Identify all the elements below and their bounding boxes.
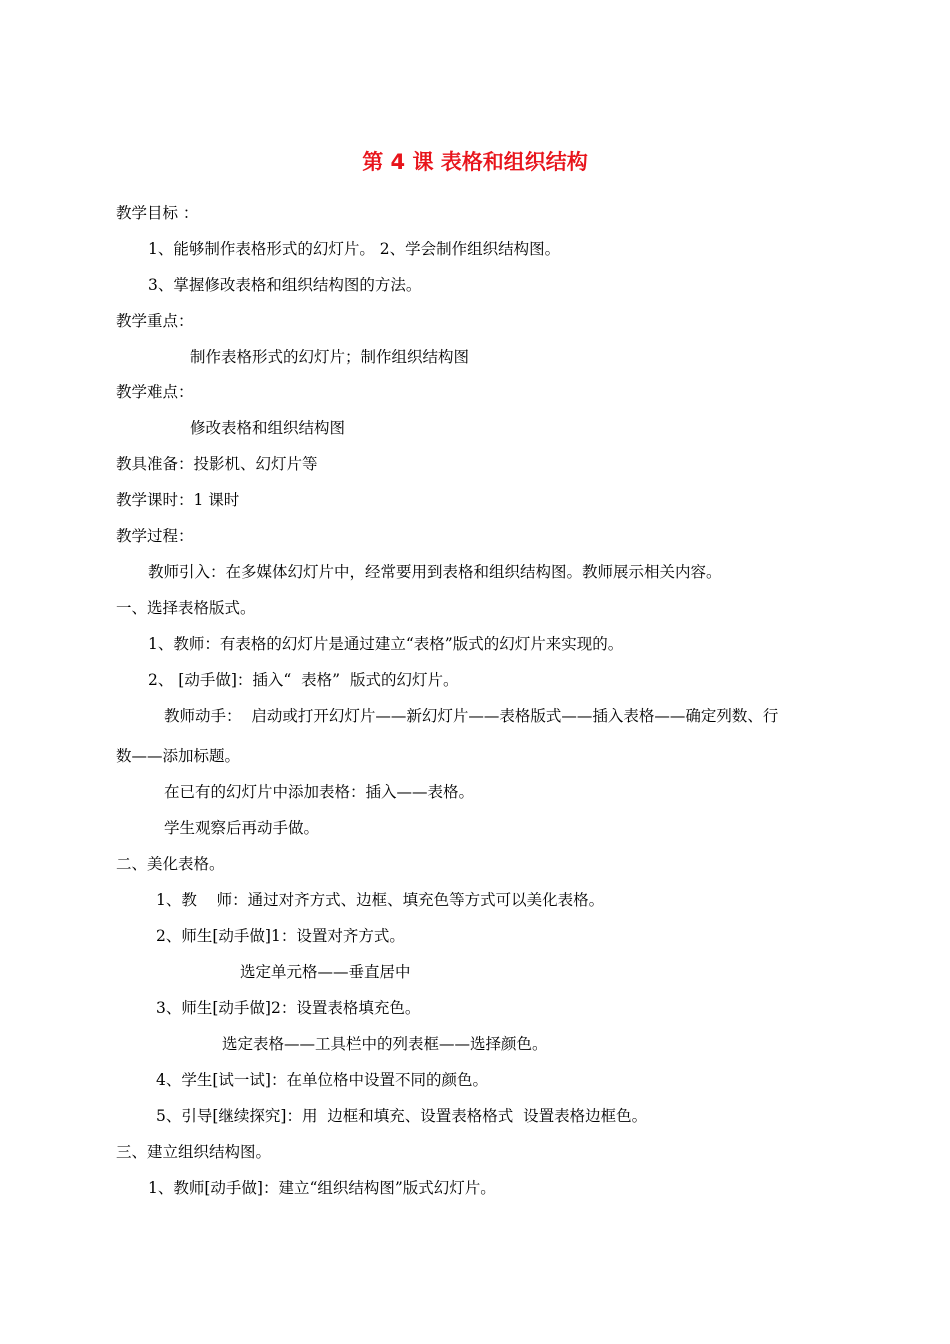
paragraph-line: 数——添加标题。	[116, 747, 241, 765]
teacher-intro: 教师引入：在多媒体幻灯片中，经常要用到表格和组织结构图。教师展示相关内容。	[148, 563, 722, 581]
paragraph-line: 4、学生[试一试]：在单位格中设置不同的颜色。	[156, 1071, 488, 1089]
paragraph-line: 学生观察后再动手做。	[164, 819, 320, 837]
key-points-text: 制作表格形式的幻灯片；制作组织结构图	[190, 348, 470, 366]
paragraph-line: 5、引导[继续探究]：用 边框和填充、设置表格格式 设置表格边框色。	[156, 1107, 648, 1125]
document-title: 第 4 课 表格和组织结构	[362, 150, 588, 174]
section-heading-1: 一、选择表格版式。	[116, 599, 256, 617]
objective-line-1: 1、能够制作表格形式的幻灯片。 2、学会制作组织结构图。	[148, 240, 561, 258]
paragraph-line: 在已有的幻灯片中添加表格：插入——表格。	[164, 783, 475, 801]
section-label-difficulties: 教学难点：	[116, 383, 194, 401]
teaching-aids: 教具准备：投影机、幻灯片等	[116, 455, 318, 473]
paragraph-line: 1、教 师：通过对齐方式、边框、填充色等方式可以美化表格。	[156, 891, 605, 909]
section-label-process: 教学过程：	[116, 527, 194, 545]
paragraph-line: 教师动手： 启动或打开幻灯片——新幻灯片——表格版式——插入表格——确定列数、行	[164, 707, 779, 725]
paragraph-line: 1、教师：有表格的幻灯片是通过建立“表格”版式的幻灯片来实现的。	[148, 635, 624, 653]
section-heading-2: 二、美化表格。	[116, 855, 225, 873]
section-heading-3: 三、建立组织结构图。	[116, 1143, 272, 1161]
section-label-objectives: 教学目标 ：	[116, 204, 199, 222]
paragraph-line: 3、师生[动手做]2：设置表格填充色。	[156, 999, 421, 1017]
paragraph-line: 选定表格——工具栏中的列表框——选择颜色。	[222, 1035, 548, 1053]
paragraph-line: 选定单元格——垂直居中	[240, 963, 411, 981]
difficulties-text: 修改表格和组织结构图	[190, 419, 346, 437]
objective-line-2: 3、掌握修改表格和组织结构图的方法。	[148, 276, 422, 294]
class-hours: 教学课时：1 课时	[116, 491, 240, 509]
paragraph-line: 2、 [动手做]：插入“ 表格” 版式的幻灯片。	[148, 671, 459, 689]
paragraph-line: 1、教师[动手做]：建立“组织结构图”版式幻灯片。	[148, 1179, 496, 1197]
paragraph-line: 2、师生[动手做]1：设置对齐方式。	[156, 927, 405, 945]
section-label-key-points: 教学重点：	[116, 312, 194, 330]
